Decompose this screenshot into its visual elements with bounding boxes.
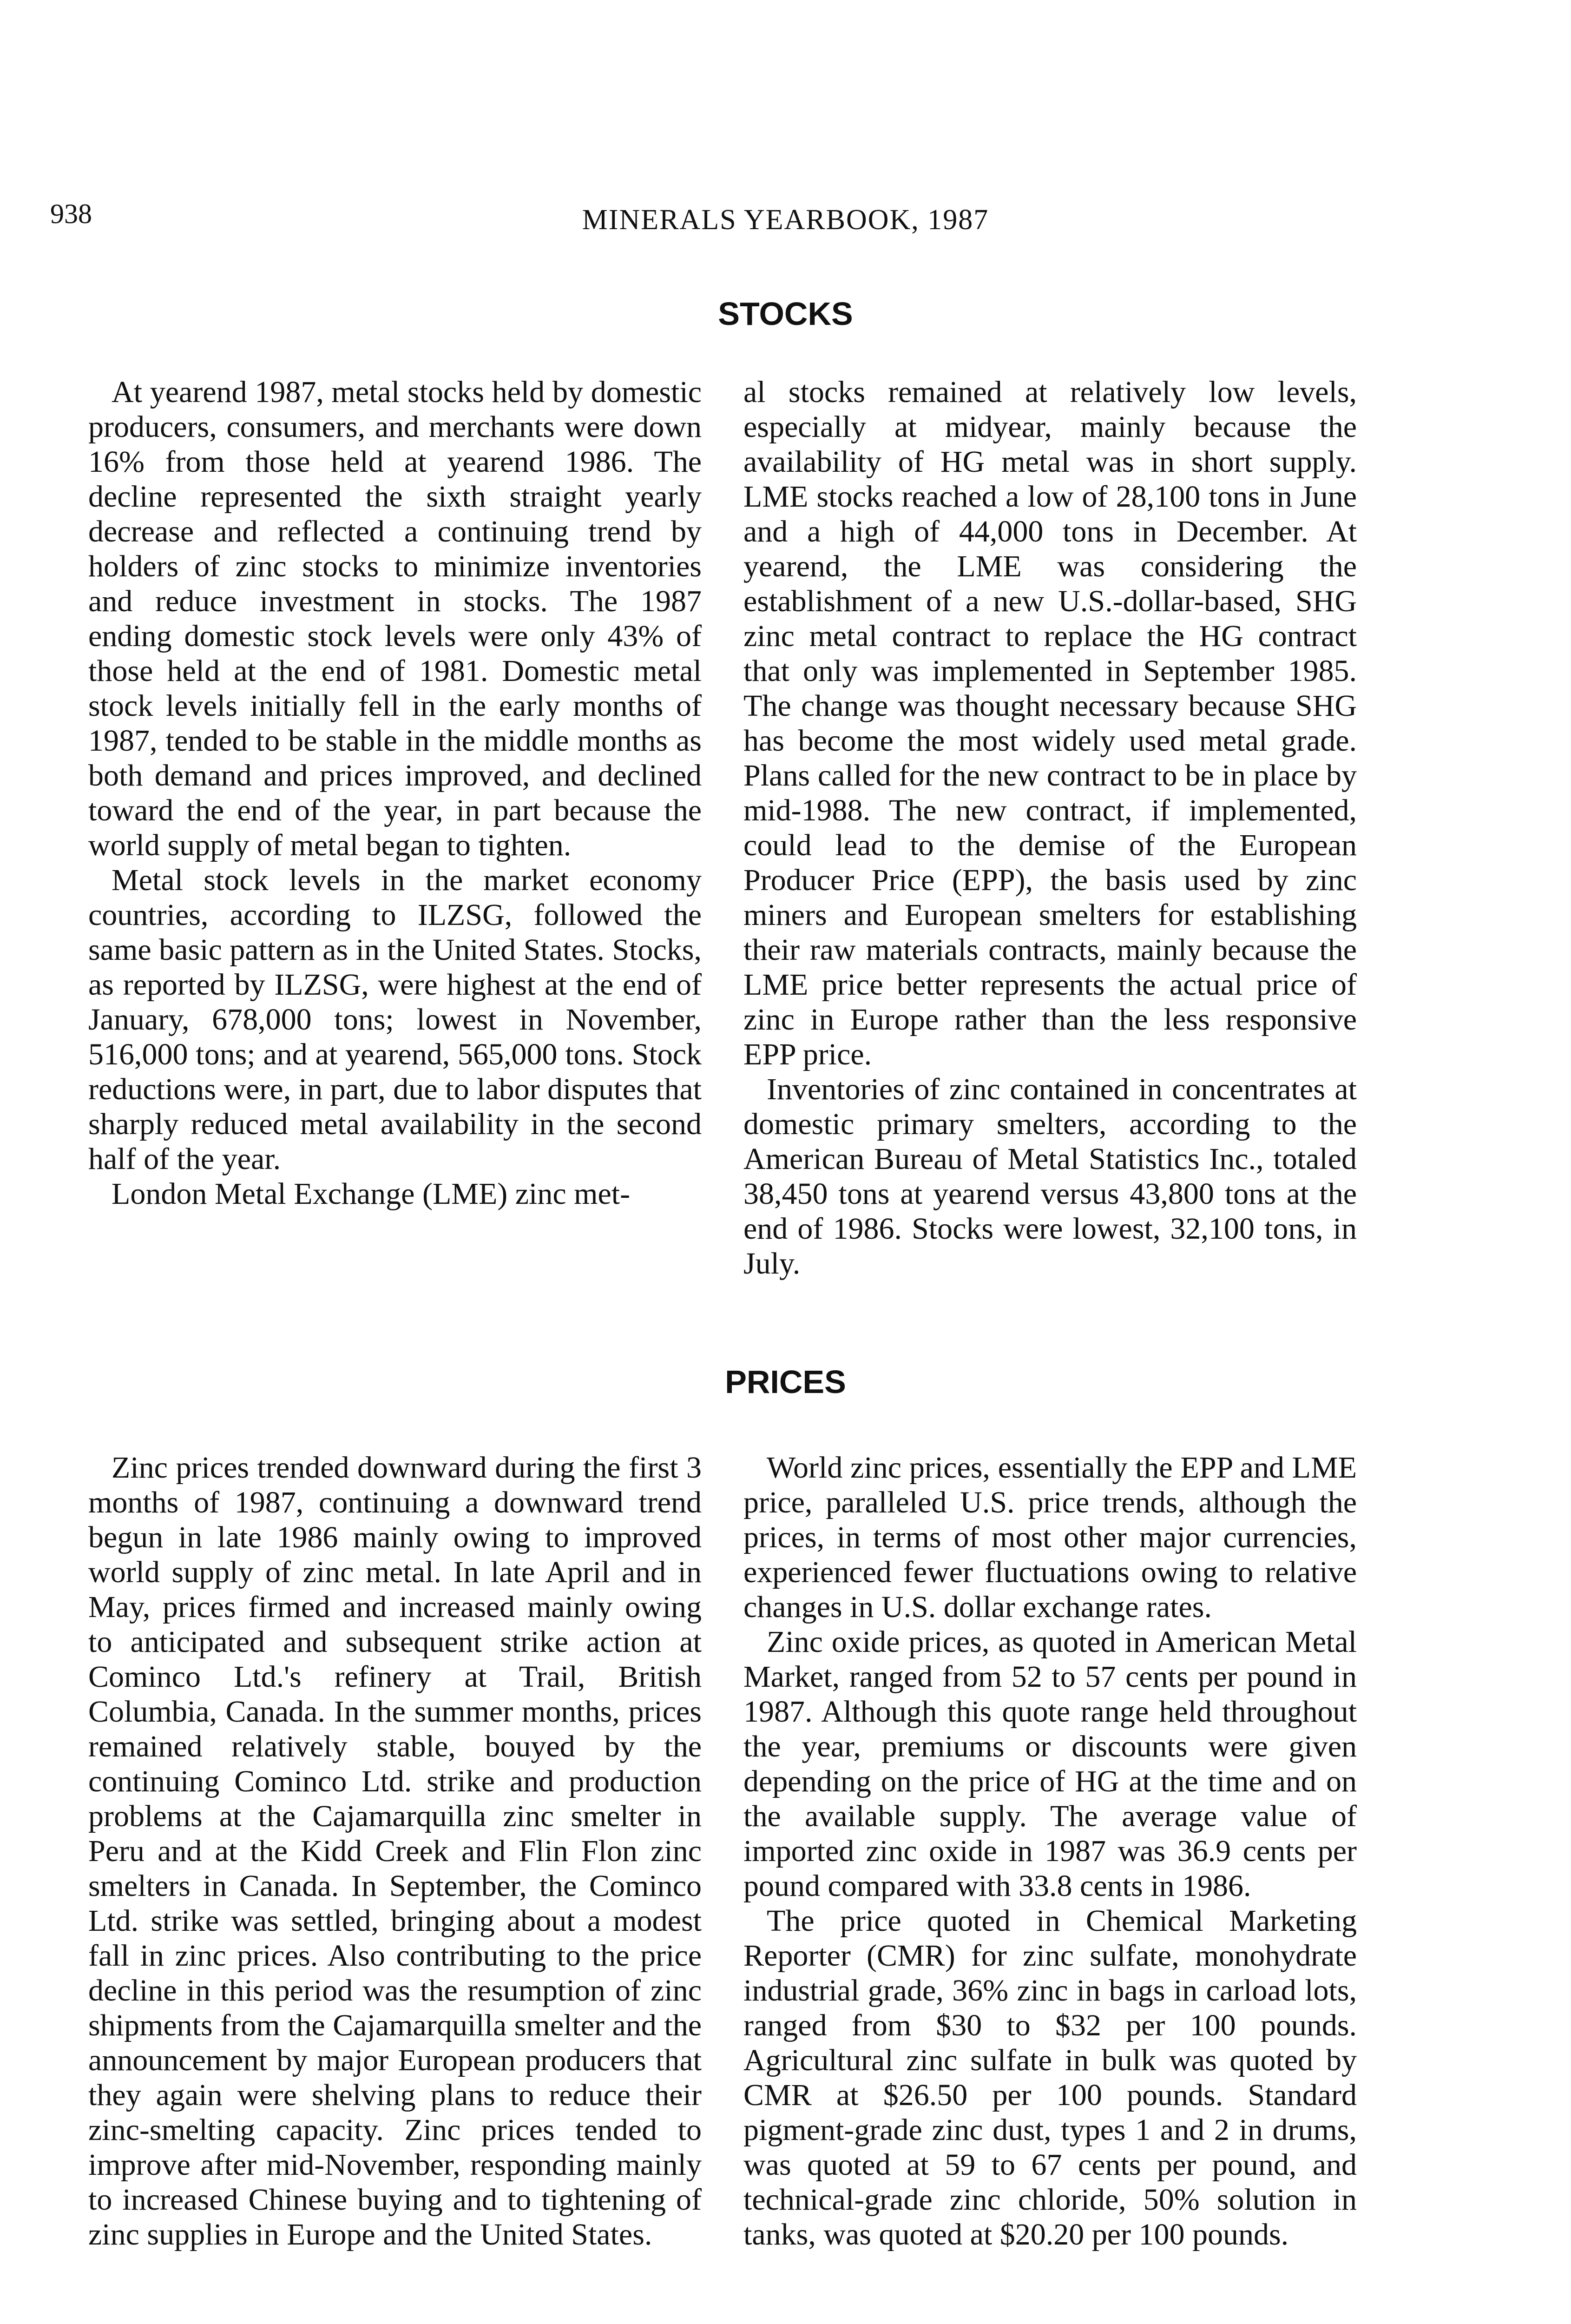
page-number: 938 xyxy=(50,198,92,229)
stocks-paragraph-lme-continued: al stocks remained at relatively low levels, especially at midyear, mainly because the availability of HG metal was in short supply. LME stocks reached a low of 28,100 tons in June and a high of 44,000 tons in December. At yearend, the LME was considering the establishment of a new U.S.-dollar-based, SHG zinc metal contract to replace the HG contract that only was implemented in September 1985. The change was thought necessary because SHG has become the most widely used metal grade. Plans called for the new contract to be in place by mid-1988. The new contract, if implemented, could lead to the demise of the European Producer Price (EPP), the basis used by zinc miners and European smelters for establishing their raw materials contracts, mainly because the LME price better represents the actual price of zinc in Europe rather than the less responsive EPP price. xyxy=(743,375,1357,1071)
stocks-right-column xyxy=(743,375,1357,1281)
prices-paragraph-world: World zinc prices, essentially the EPP and LME price, paralleled U.S. price trends, although the prices, in terms of most other major currencies, experienced fewer fluctuations owing to relative changes in U.S. dollar exchange rates. xyxy=(743,1451,1357,1624)
stocks-paragraph-inventories: Inventories of zinc contained in concentrates at domestic primary smelters, according to the American Bureau of Metal Statistics Inc., totaled 38,450 tons at yearend versus 43,800 tons at the end of 1986. Stocks were lowest, 32,100 tons, in July. xyxy=(743,1072,1357,1281)
stocks-left-column xyxy=(88,375,702,1211)
prices-left-column xyxy=(88,1450,702,2252)
stocks-heading: STOCKS xyxy=(718,296,853,332)
prices-heading: PRICES xyxy=(725,1364,846,1400)
running-title: MINERALS YEARBOOK, 1987 xyxy=(582,204,989,236)
prices-right-column xyxy=(743,1450,1357,2252)
stocks-paragraph-lme-start: London Metal Exchange (LME) zinc met- xyxy=(112,1177,631,1211)
prices-paragraph-zinc-trend: Zinc prices trended downward during the first 3 months of 1987, continuing a downward trend begun in late 1986 mainly owing to improved world supply of zinc metal. In late April and in May, prices firmed and increased mainly owing to anticipated and subsequent strike action at Cominco Ltd.'s refinery at Trail, British Columbia, Canada. In the summer months, prices remained relatively stable, bouyed by the continuing Cominco Ltd. strike and production problems at the Cajamarquilla zinc smelter in Peru and at the Kidd Creek and Flin Flon zinc smelters in Canada. In September, the Cominco Ltd. strike was settled, bringing about a modest fall in zinc prices. Also contributing to the price decline in this period was the resumption of zinc shipments from the Cajamarquilla smelter and the announcement by major European producers that they again were shelving plans to reduce their zinc-smelting capacity. Zinc prices tended to improve after mid-November, responding mainly to increased Chinese buying and to tightening of zinc supplies in Europe and the United States. xyxy=(88,1451,702,2251)
stocks-paragraph-market-economy: Metal stock levels in the market economy countries, according to ILZSG, followed the same basic pattern as in the United States. Stocks, as reported by ILZSG, were highest at the end of January, 678,000 tons; lowest in November, 516,000 tons; and at yearend, 565,000 tons. Stock reductions were, in part, due to labor disputes that sharply reduced metal availability in the second half of the year. xyxy=(88,863,702,1176)
prices-paragraph-zinc-oxide: Zinc oxide prices, as quoted in American Metal Market, ranged from 52 to 57 cents per pound in 1987. Although this quote range held throughout the year, premiums or discounts were given depending on the price of HG at the time and on the available supply. The average value of imported zinc oxide in 1987 was 36.9 cents per pound compared with 33.8 cents in 1986. xyxy=(743,1625,1357,1903)
stocks-paragraph-yearend: At yearend 1987, metal stocks held by domestic producers, consumers, and merchants were down 16% from those held at yearend 1986. The decline represented the sixth straight yearly decrease and reflected a continuing trend by holders of zinc stocks to minimize inventories and reduce investment in stocks. The 1987 ending domestic stock levels were only 43% of those held at the end of 1981. Domestic metal stock levels initially fell in the early months of 1987, tended to be stable in the middle months as both demand and prices improved, and declined toward the end of the year, in part because the world supply of metal began to tighten. xyxy=(88,375,702,862)
prices-paragraph-cmr: The price quoted in Chemical Marketing Reporter (CMR) for zinc sulfate, monohydrate industrial grade, 36% zinc in bags in carload lots, ranged from $30 to $32 per 100 pounds. Agricultural zinc sulfate in bulk was quoted by CMR at $26.50 per 100 pounds. Standard pigment-grade zinc dust, types 1 and 2 in drums, was quoted at 59 to 67 cents per pound, and technical-grade zinc chloride, 50% solution in tanks, was quoted at $20.20 per 100 pounds. xyxy=(743,1904,1357,2251)
